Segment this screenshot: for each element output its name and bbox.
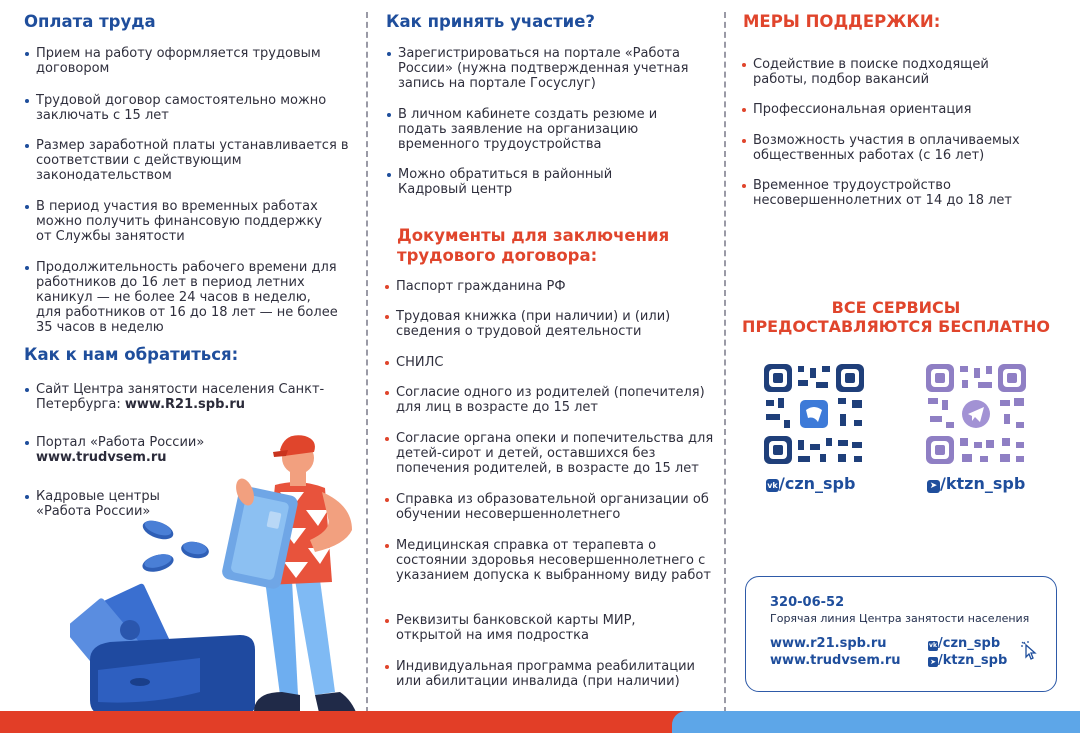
heading-payment: Оплата труда (24, 12, 156, 31)
list-item: Согласие органа опеки и попечительства для детей-сирот и детей, оставшихся без попечения родителей, в возрасте до 15 лет (384, 431, 716, 476)
cursor-click-icon (1020, 640, 1040, 660)
list-item: В период участия во временных работах можно получить финансовую поддержку от Службы занятости (24, 199, 336, 244)
list-item: Справка из образовательной организации об обучении несовершеннолетнего (384, 492, 716, 522)
heading-participation: Как принять участие? (386, 12, 595, 31)
qr-code-telegram[interactable] (926, 364, 1026, 464)
list-item: Содействие в поиске подходящей работы, подбор вакансий (741, 57, 1023, 87)
contact-centers: Кадровые центры «Работа России» (24, 489, 196, 519)
qr-vk-label[interactable]: vk/czn_spb (767, 474, 856, 493)
list-item: Реквизиты банковской карты МИР, открытой на имя подростка (384, 613, 696, 643)
list-item: Индивидуальная программа реабилитации или абилитации инвалида (при наличии) (384, 659, 716, 689)
hotline-box (745, 576, 1057, 692)
qr-code-vk[interactable] (764, 364, 864, 464)
bottom-band-blue (672, 711, 1080, 733)
heading-contacts: Как к нам обратиться: (24, 345, 239, 364)
list-item: В личном кабинете создать резюме и подать заявление на организацию временного трудоустройства (386, 107, 673, 152)
list-item: Временное трудоустройство несовершеннолетних от 14 до 18 лет (741, 178, 1033, 208)
hotline-site-r21[interactable]: www.r21.spb.ru (770, 636, 887, 651)
site-link[interactable]: www.R21.spb.ru (124, 397, 246, 412)
list-item: Зарегистрироваться на портале «Работа России» (нужна подтвержденная учетная запись на портале Госуслуг) (386, 46, 703, 91)
vk-icon: vk (929, 642, 937, 649)
hotline-site-trudvsem[interactable]: www.trudvsem.ru (770, 653, 901, 668)
illustration-worker (70, 430, 370, 720)
list-item: Согласие одного из родителей (попечителя) для лиц в возрасте до 15 лет (384, 385, 716, 415)
hotline-telegram[interactable]: ➤ /ktzn_spb (928, 653, 1007, 668)
list-item: Паспорт гражданина РФ (384, 279, 716, 294)
list-item: Трудовая книжка (при наличии) и (или) сведения о трудовой деятельности (384, 309, 696, 339)
telegram-icon: ➤ (928, 657, 938, 667)
list-item: Медицинская справка от терапевта о состоянии здоровья несовершеннолетнего с указанием допуска к выбранному виду работ (384, 538, 724, 583)
list-item: Возможность участия в оплачиваемых общественных работах (с 16 лет) (741, 133, 1053, 163)
column-divider-right (724, 12, 726, 713)
list-item: Трудовой договор самостоятельно можно заключать с 15 лет (24, 93, 349, 123)
list-item: СНИЛС (384, 355, 696, 370)
hotline-vk[interactable]: vk/czn_spb (929, 636, 1001, 651)
heading-support: МЕРЫ ПОДДЕРЖКИ: (743, 12, 941, 31)
list-item: Профессиональная ориентация (741, 102, 1053, 117)
telegram-icon: ➤ (927, 480, 940, 493)
contact-portal: Портал «Работа России» www.trudvsem.ru (24, 435, 236, 465)
list-item: Продолжительность рабочего времени для работников до 16 лет в период летних каникул — не более 24 часов в неделю, для работников от 16 до 18 лет — не более 35 часов в неделю (24, 260, 339, 335)
portal-link[interactable]: www.trudvsem.ru (36, 450, 167, 465)
hotline-caption: Горячая линия Центра занятости населения (770, 612, 1030, 625)
contact-site: Сайт Центра занятости населения Санкт-Петербурга: www.R21.spb.ru (24, 382, 326, 412)
list-item: Можно обратиться в районный Кадровый центр (386, 167, 638, 197)
heading-documents: Документы для заключения трудового договора: (397, 226, 670, 265)
qr-telegram-label[interactable]: ➤ /ktzn_spb (927, 474, 1025, 493)
list-item: Прием на работу оформляется трудовым договором (24, 46, 349, 76)
hotline-phone[interactable]: 320-06-52 (770, 595, 845, 610)
list-item: Размер заработной платы устанавливается в соответствии с действующим законодательством (24, 138, 349, 183)
vk-icon: vk (767, 481, 778, 490)
free-services-banner: ВСЕ СЕРВИСЫ ПРЕДОСТАВЛЯЮТСЯ БЕСПЛАТНО (742, 298, 1050, 336)
